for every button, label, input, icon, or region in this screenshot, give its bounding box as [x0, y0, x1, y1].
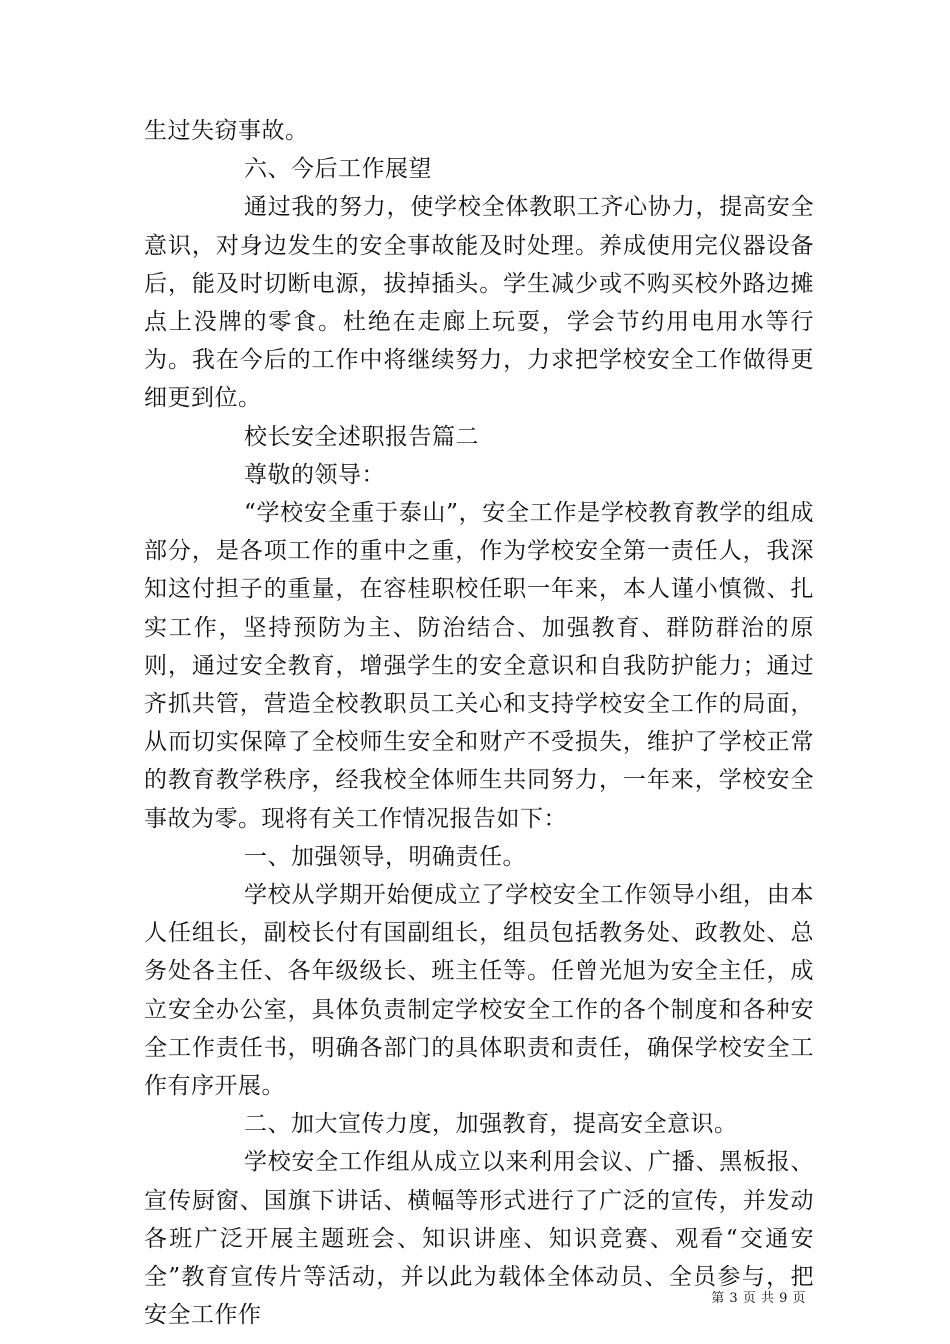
paragraph: 学校从学期开始便成立了学校安全工作领导小组，由本人任组长，副校长付有国副组长，组员包括教务处、政教处、总务处各主任、各年级级长、班主任等。任曾光旭为安全主任，成立安全办公室，具体负责制定学校安全工作的各个制度和各种安全工作责任书，明确各部门的具体职责和责任，确保学校安全工作有序开展。 [144, 882, 814, 1100]
report-title: 校长安全述职报告篇二 [244, 423, 479, 450]
document-body [144, 112, 814, 1335]
section-heading: 一、加强领导，明确责任。 [244, 843, 526, 870]
paragraph: “学校安全重于泰山”，安全工作是学校教育教学的组成部分，是各项工作的重中之重，作为学校安全第一责任人，我深知这付担子的重量，在容桂职校任职一年来，本人谨小慎微、扎实工作，坚持预防为主、防治结合、加强教育、群防群治的原则，通过安全教育，增强学生的安全意识和自我防护能力；通过齐抓共管，营造全校教职员工关心和支持学校安全工作的局面，从而切实保障了全校师生安全和财产不受损失，维护了学校正常的教育教学秩序，经我校全体师生共同努力，一年来，学校安全事故为零。现将有关工作情况报告如下： [144, 500, 814, 832]
paragraph: 生过失窃事故。 [144, 118, 309, 144]
paragraph: 通过我的努力，使学校全体教职工齐心协力，提高安全意识，对身边发生的安全事故能及时处理。养成使用完仪器设备后，能及时切断电源，拔掉插头。学生减少或不购买校外路边摊点上没牌的零食。杜绝在走廊上玩耍，学会节约用电用水等行为。我在今后的工作中将继续努力，力求把学校安全工作做得更细更到位。 [144, 194, 814, 412]
paragraph: 学校安全工作组从成立以来利用会议、广播、黑板报、宣传厨窗、国旗下讲话、横幅等形式进行了广泛的宣传，并发动各班广泛开展主题班会、知识讲座、知识竞赛、观看“交通安全”教育宣传片等活动，并以此为载体全体动员、全员参与，把安全工作作 [144, 1149, 814, 1329]
salutation: 尊敬的领导： [244, 461, 385, 488]
section-heading: 六、今后工作展望 [244, 156, 432, 183]
section-heading: 二、加大宣传力度，加强教育，提高安全意识。 [244, 1111, 738, 1138]
page-number-footer: 第 3 页 共 9 页 [711, 1291, 806, 1306]
